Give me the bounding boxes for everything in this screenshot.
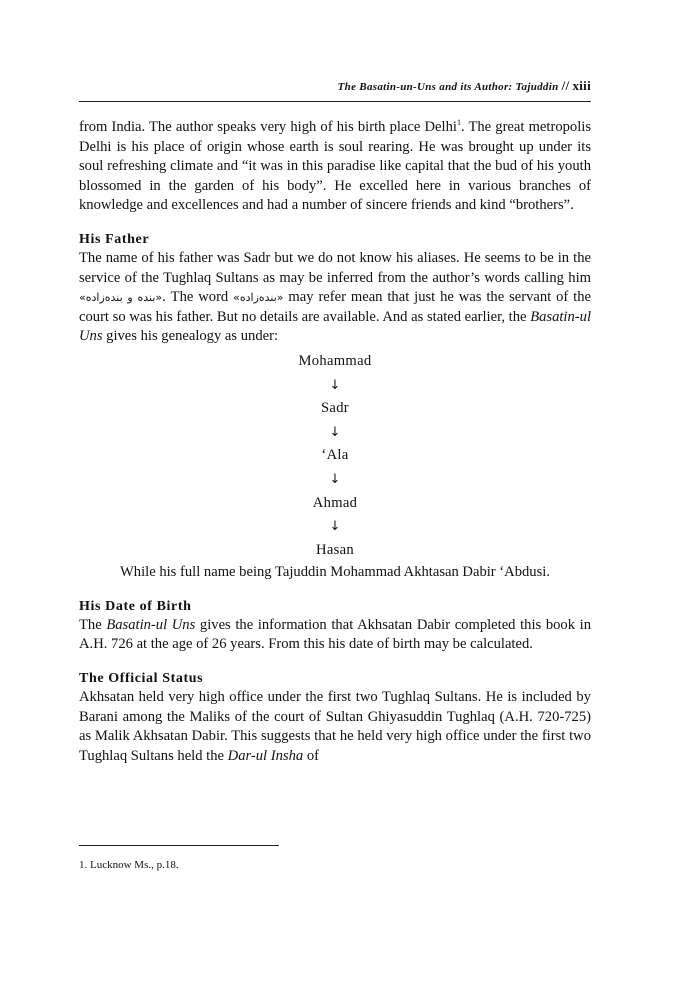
- section-heading-father: His Father: [79, 231, 150, 247]
- section-heading-birth: His Date of Birth: [79, 598, 192, 614]
- office-title-italic: Dar-ul Insha: [227, 747, 304, 764]
- running-header: [79, 78, 591, 94]
- genealogy-name: ‘Ala: [321, 447, 349, 464]
- footnote: 1. Lucknow Ms., p.18.: [79, 859, 179, 871]
- intro-text-1: from India. The author speaks very high of his birth place Delhi: [79, 119, 457, 135]
- section-father: [79, 230, 591, 583]
- running-title: The Basatin-un-Uns and its Author: Tajuddin: [337, 81, 559, 93]
- arabic-phrase-2: «بنده‌زاده»: [233, 291, 284, 305]
- header-rule: [79, 101, 591, 102]
- section-birth: [79, 597, 591, 655]
- down-arrow-icon: ↓: [329, 377, 341, 393]
- intro-paragraph: [79, 118, 591, 216]
- genealogy-name: Mohammad: [298, 352, 372, 369]
- father-text-3: may refer mean that just he was the servant of the court so was his father. But no details are available. And as stated earlier, the: [79, 289, 591, 325]
- section-heading-status: The Official Status: [79, 671, 204, 687]
- footnote-marker[interactable]: 1: [456, 118, 461, 128]
- book-title-italic: Basatin-ul Uns: [106, 616, 196, 633]
- page-number: xiii: [572, 78, 591, 93]
- book-title-italic: Basatin-ul Uns: [79, 308, 591, 345]
- genealogy-name: Hasan: [316, 541, 354, 558]
- footnote-rule: [79, 845, 279, 846]
- father-text-1: The name of his father was Sadr but we do not know his aliases. He seems to be in the service of the Tughlaq Sultans as may be inferred from the author’s words calling him: [79, 249, 591, 286]
- genealogy-name: Ahmad: [312, 494, 358, 511]
- birth-paragraph: [79, 616, 591, 655]
- down-arrow-icon: ↓: [329, 471, 341, 487]
- header-separator: //: [561, 78, 570, 93]
- down-arrow-icon: ↓: [329, 519, 341, 535]
- birth-text-1: The: [79, 616, 107, 633]
- body-text: [79, 118, 591, 766]
- father-text-2: . The word: [162, 289, 234, 306]
- status-paragraph: [79, 688, 591, 766]
- genealogy-name: Sadr: [321, 400, 349, 417]
- birth-text-2: gives the information that Akhsatan Dabir completed this book in A.H. 726 at the age of 26 years. From this his date of birth may be calculated.: [79, 616, 592, 653]
- arabic-phrase-1: «بنده و بنده‌زاده»: [79, 291, 163, 305]
- down-arrow-icon: ↓: [329, 424, 341, 440]
- status-text-1: Akhsatan held very high office under the first two Tughlaq Sultans. He is included by Barani among the Maliks of the court of Sultan Ghiyasuddin Tughlaq (A.H. 720-725) as Malik Akhsatan Dabir. This suggests that he held very high office under the first two Tughlaq Sultans held the: [79, 689, 591, 764]
- section-status: [79, 669, 591, 766]
- genealogy-tree: [79, 350, 591, 562]
- status-text-2: of: [303, 747, 319, 764]
- father-text-4: gives his genealogy as under:: [102, 328, 279, 345]
- full-name-line: While his full name being Tajuddin Mohammad Akhtasan Dabir ‘Abdusi.: [120, 564, 550, 581]
- father-paragraph: [79, 249, 591, 347]
- intro-text-2: . The great metropolis Delhi is his place of origin whose earth is soul rearing. He was brought up under its soul refreshing climate and “it was in this paradise like capital that the bud of his youth blossomed in the garden of his body”. He excelled here in various branches of knowledge and excellences and had a number of sincere friends and kind “brothers”.: [79, 119, 592, 214]
